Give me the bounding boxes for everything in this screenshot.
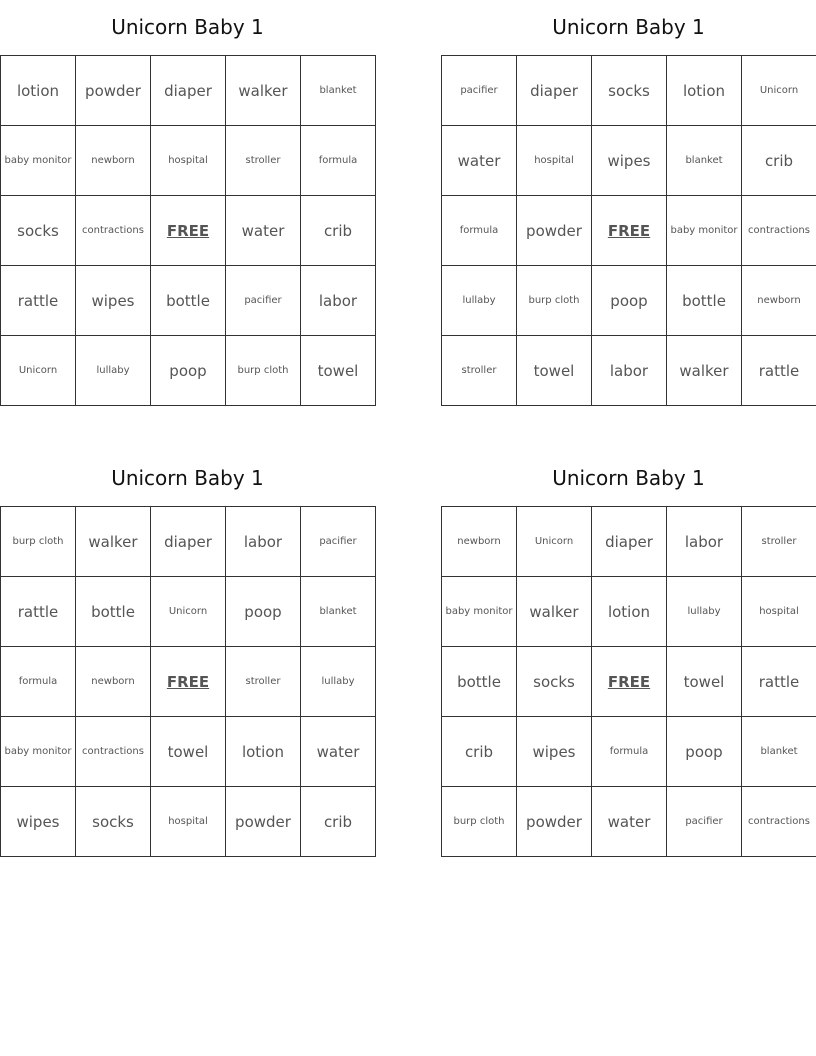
bingo-cell: blanket	[301, 56, 376, 126]
bingo-cell: burp cloth	[442, 787, 517, 857]
grid-row	[442, 717, 816, 787]
bingo-cell: towel	[151, 717, 226, 787]
bingo-cell: formula	[442, 196, 517, 266]
bingo-cell: formula	[301, 126, 376, 196]
bingo-cell: diaper	[517, 56, 592, 126]
grid-row	[442, 787, 816, 857]
bingo-cell: stroller	[442, 336, 517, 406]
bingo-cell: bottle	[667, 266, 742, 336]
bingo-cell: walker	[226, 56, 301, 126]
free-space-cell: FREE	[592, 196, 667, 266]
bingo-cell: water	[592, 787, 667, 857]
bingo-cell: water	[301, 717, 376, 787]
bingo-cell: stroller	[226, 647, 301, 717]
bingo-cell: Unicorn	[517, 507, 592, 577]
bingo-cell: newborn	[76, 126, 151, 196]
bingo-cell: baby monitor	[442, 577, 517, 647]
bingo-cell: powder	[226, 787, 301, 857]
bingo-cell: poop	[151, 336, 226, 406]
grid-row	[1, 717, 376, 787]
grid-row	[1, 577, 376, 647]
bingo-cell: contractions	[76, 717, 151, 787]
bingo-cell: lotion	[592, 577, 667, 647]
grid-row	[1, 196, 376, 266]
bingo-cell: Unicorn	[151, 577, 226, 647]
bingo-grid	[0, 55, 376, 406]
bingo-cell: lullaby	[301, 647, 376, 717]
bingo-grid	[441, 55, 816, 406]
bingo-cell: pacifier	[301, 507, 376, 577]
bingo-card-3	[0, 451, 375, 857]
bingo-cell: baby monitor	[1, 717, 76, 787]
bingo-cell: bottle	[76, 577, 151, 647]
free-space-cell: FREE	[151, 196, 226, 266]
bingo-cell: socks	[517, 647, 592, 717]
bingo-cell: newborn	[442, 507, 517, 577]
bingo-cell: wipes	[76, 266, 151, 336]
bingo-cell: hospital	[151, 787, 226, 857]
bingo-cell: burp cloth	[1, 507, 76, 577]
bingo-cell: powder	[517, 196, 592, 266]
bingo-cell: contractions	[76, 196, 151, 266]
grid-row	[442, 647, 816, 717]
bingo-cell: lotion	[667, 56, 742, 126]
grid-row	[1, 126, 376, 196]
bingo-cell: bottle	[442, 647, 517, 717]
grid-row	[1, 647, 376, 717]
bingo-cell: lullaby	[442, 266, 517, 336]
bingo-cell: blanket	[667, 126, 742, 196]
grid-row	[442, 336, 816, 406]
bingo-cell: lullaby	[76, 336, 151, 406]
grid-row	[442, 56, 816, 126]
bingo-cell: diaper	[151, 507, 226, 577]
bingo-cell: water	[226, 196, 301, 266]
bingo-cell: labor	[226, 507, 301, 577]
grid-row	[1, 787, 376, 857]
grid-row	[442, 196, 816, 266]
bingo-cell: rattle	[742, 647, 816, 717]
bingo-cell: labor	[301, 266, 376, 336]
bingo-cell: crib	[301, 787, 376, 857]
bingo-cell: burp cloth	[226, 336, 301, 406]
grid-row	[442, 507, 816, 577]
bingo-grid	[0, 506, 376, 857]
bingo-cell: burp cloth	[517, 266, 592, 336]
bingo-cell: crib	[442, 717, 517, 787]
bingo-cell: wipes	[1, 787, 76, 857]
bingo-cell: pacifier	[667, 787, 742, 857]
bingo-cell: hospital	[742, 577, 816, 647]
bingo-cell: poop	[226, 577, 301, 647]
bingo-cell: Unicorn	[1, 336, 76, 406]
bingo-cell: blanket	[742, 717, 816, 787]
bingo-cell: formula	[1, 647, 76, 717]
bingo-cell: baby monitor	[1, 126, 76, 196]
grid-row	[1, 336, 376, 406]
bingo-cell: Unicorn	[742, 56, 816, 126]
bingo-cell: socks	[592, 56, 667, 126]
bingo-cell: lotion	[1, 56, 76, 126]
bingo-cell: formula	[592, 717, 667, 787]
card-title: Unicorn Baby 1	[552, 15, 705, 39]
free-space-cell: FREE	[151, 647, 226, 717]
bingo-cell: rattle	[742, 336, 816, 406]
bingo-cell: towel	[667, 647, 742, 717]
grid-row	[442, 126, 816, 196]
bingo-cell: poop	[667, 717, 742, 787]
bingo-cell: diaper	[151, 56, 226, 126]
bingo-cell: lotion	[226, 717, 301, 787]
bingo-cell: newborn	[76, 647, 151, 717]
bingo-cell: baby monitor	[667, 196, 742, 266]
bingo-cell: pacifier	[442, 56, 517, 126]
card-title: Unicorn Baby 1	[552, 466, 705, 490]
bingo-cell: walker	[667, 336, 742, 406]
bingo-cell: pacifier	[226, 266, 301, 336]
bingo-cell: socks	[76, 787, 151, 857]
bingo-cell: blanket	[301, 577, 376, 647]
bingo-cell: walker	[76, 507, 151, 577]
bingo-cell: contractions	[742, 196, 816, 266]
bingo-cell: newborn	[742, 266, 816, 336]
bingo-cell: towel	[301, 336, 376, 406]
bingo-cell: lullaby	[667, 577, 742, 647]
grid-row	[1, 507, 376, 577]
bingo-card-2	[441, 0, 816, 406]
bingo-cell: hospital	[151, 126, 226, 196]
bingo-cell: powder	[517, 787, 592, 857]
bingo-cell: contractions	[742, 787, 816, 857]
card-title: Unicorn Baby 1	[111, 15, 264, 39]
bingo-cell: rattle	[1, 266, 76, 336]
bingo-cell: bottle	[151, 266, 226, 336]
bingo-cell: poop	[592, 266, 667, 336]
bingo-cell: labor	[592, 336, 667, 406]
grid-row	[442, 577, 816, 647]
bingo-cell: stroller	[742, 507, 816, 577]
bingo-cell: socks	[1, 196, 76, 266]
bingo-cell: diaper	[592, 507, 667, 577]
bingo-cell: stroller	[226, 126, 301, 196]
bingo-cell: labor	[667, 507, 742, 577]
bingo-cell: water	[442, 126, 517, 196]
card-title: Unicorn Baby 1	[111, 466, 264, 490]
bingo-card-4	[441, 451, 816, 857]
bingo-cell: hospital	[517, 126, 592, 196]
bingo-grid	[441, 506, 816, 857]
grid-row	[1, 266, 376, 336]
bingo-cell: powder	[76, 56, 151, 126]
bingo-cell: rattle	[1, 577, 76, 647]
bingo-card-1	[0, 0, 375, 406]
bingo-cell: wipes	[517, 717, 592, 787]
bingo-cell: walker	[517, 577, 592, 647]
bingo-cell: crib	[301, 196, 376, 266]
bingo-cell: crib	[742, 126, 816, 196]
bingo-cell: wipes	[592, 126, 667, 196]
grid-row	[1, 56, 376, 126]
free-space-cell: FREE	[592, 647, 667, 717]
bingo-cell: towel	[517, 336, 592, 406]
grid-row	[442, 266, 816, 336]
